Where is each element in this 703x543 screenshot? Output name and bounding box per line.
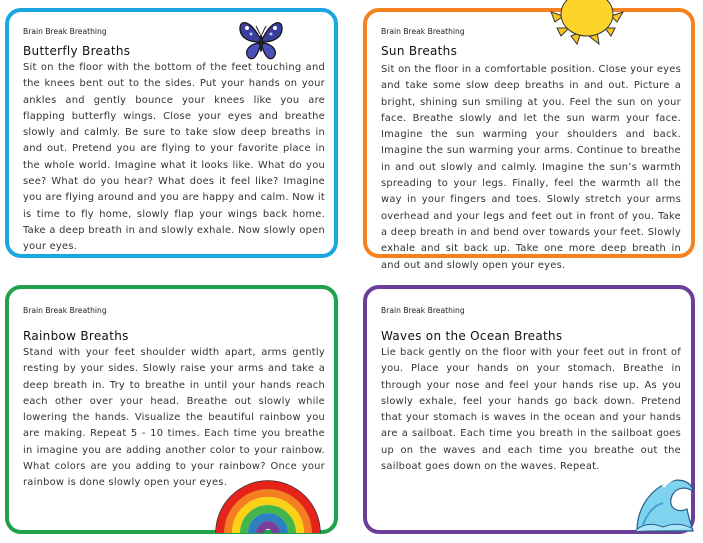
card-label: Brain Break Breathing (381, 27, 465, 36)
card-title: Butterfly Breaths (23, 44, 131, 58)
rainbow-icon (216, 477, 320, 535)
card-butterfly-breaths (5, 8, 338, 258)
card-body: Sit on the floor with the bottom of the feet touching and the knees bent out to the sides. Put your hands on your ankles and gently bounce your knees like you are flapping butterfly wings. Close your eyes and breathe slowly and calmly. Be sure to take slow deep breaths in and out. Pretend you are flying to your favorite place in the whole world. Imagine what it looks like. What do you see? What do you hear? What does it feel like? Imagine you are flying around and you are happy and calm. Now it is time to fly home, slowly flap your wings back home. Take a deep breath in and slowly exhale. Now slowly open your eyes. (23, 62, 325, 253)
card-title: Rainbow Breaths (23, 329, 129, 343)
card-label: Brain Break Breathing (23, 27, 107, 36)
card-body: Lie back gently on the floor with your feet out in front of you. Place your hands on your stomach. Breathe in through your nose and feel your hands rise up. As you slowly exhale, feel your hands go back down. Pretend that your stomach is waves in the ocean and your hands are a sailboat. Each time you breath in the sailboat goes up on the waves and each time you breathe out the sailboat goes down on the waves. Repeat. (381, 347, 681, 473)
card-label: Brain Break Breathing (23, 306, 107, 315)
card-body: Stand with your feet shoulder width apart, arms gently resting by your sides. Slowly raise your arms and take a deep breath in. Try to breathe in until your hands reach each other over your head. Breathe out slowly while lowering the hands. Visualize the beautiful rainbow you are making. Repeat 5 - 10 times. Each time you breathe in imagine you are adding another color to your rainbow. What colors are you adding to your rainbow? Once your rainbow is done slowly open your eyes. (23, 347, 325, 489)
card-rainbow-breaths (5, 285, 338, 534)
sun-icon (541, 6, 633, 48)
card-waves-breaths (363, 285, 695, 534)
card-sun-breaths (363, 8, 695, 271)
card-title: Waves on the Ocean Breaths (381, 329, 563, 343)
card-body: Sit on the floor in a comfortable position. Close your eyes and take some slow deep breaths in and out. Picture a bright, shining sun smiling at you. Feel the sun on your face. Breathe slowly and let the sun warm your face. Imagine the sun warming your shoulders and back. Imagine the sun warming your arms. Continue to breathe in and out slowly and calmly. Imagine the sun’s warmth spreading to your legs. Finally, feel the warmth all the way in your fingers and toes. Slowly stretch your arms overhead and your legs and feet out in front of you. Take a deep breath in and bend over towards your feet. Slowly exhale and sit back up. Take one more deep breath in and out and slowly open your eyes. (381, 64, 681, 271)
card-label: Brain Break Breathing (381, 306, 465, 315)
card-title: Sun Breaths (381, 44, 458, 58)
wave-icon (633, 465, 695, 533)
butterfly-icon (237, 18, 285, 62)
